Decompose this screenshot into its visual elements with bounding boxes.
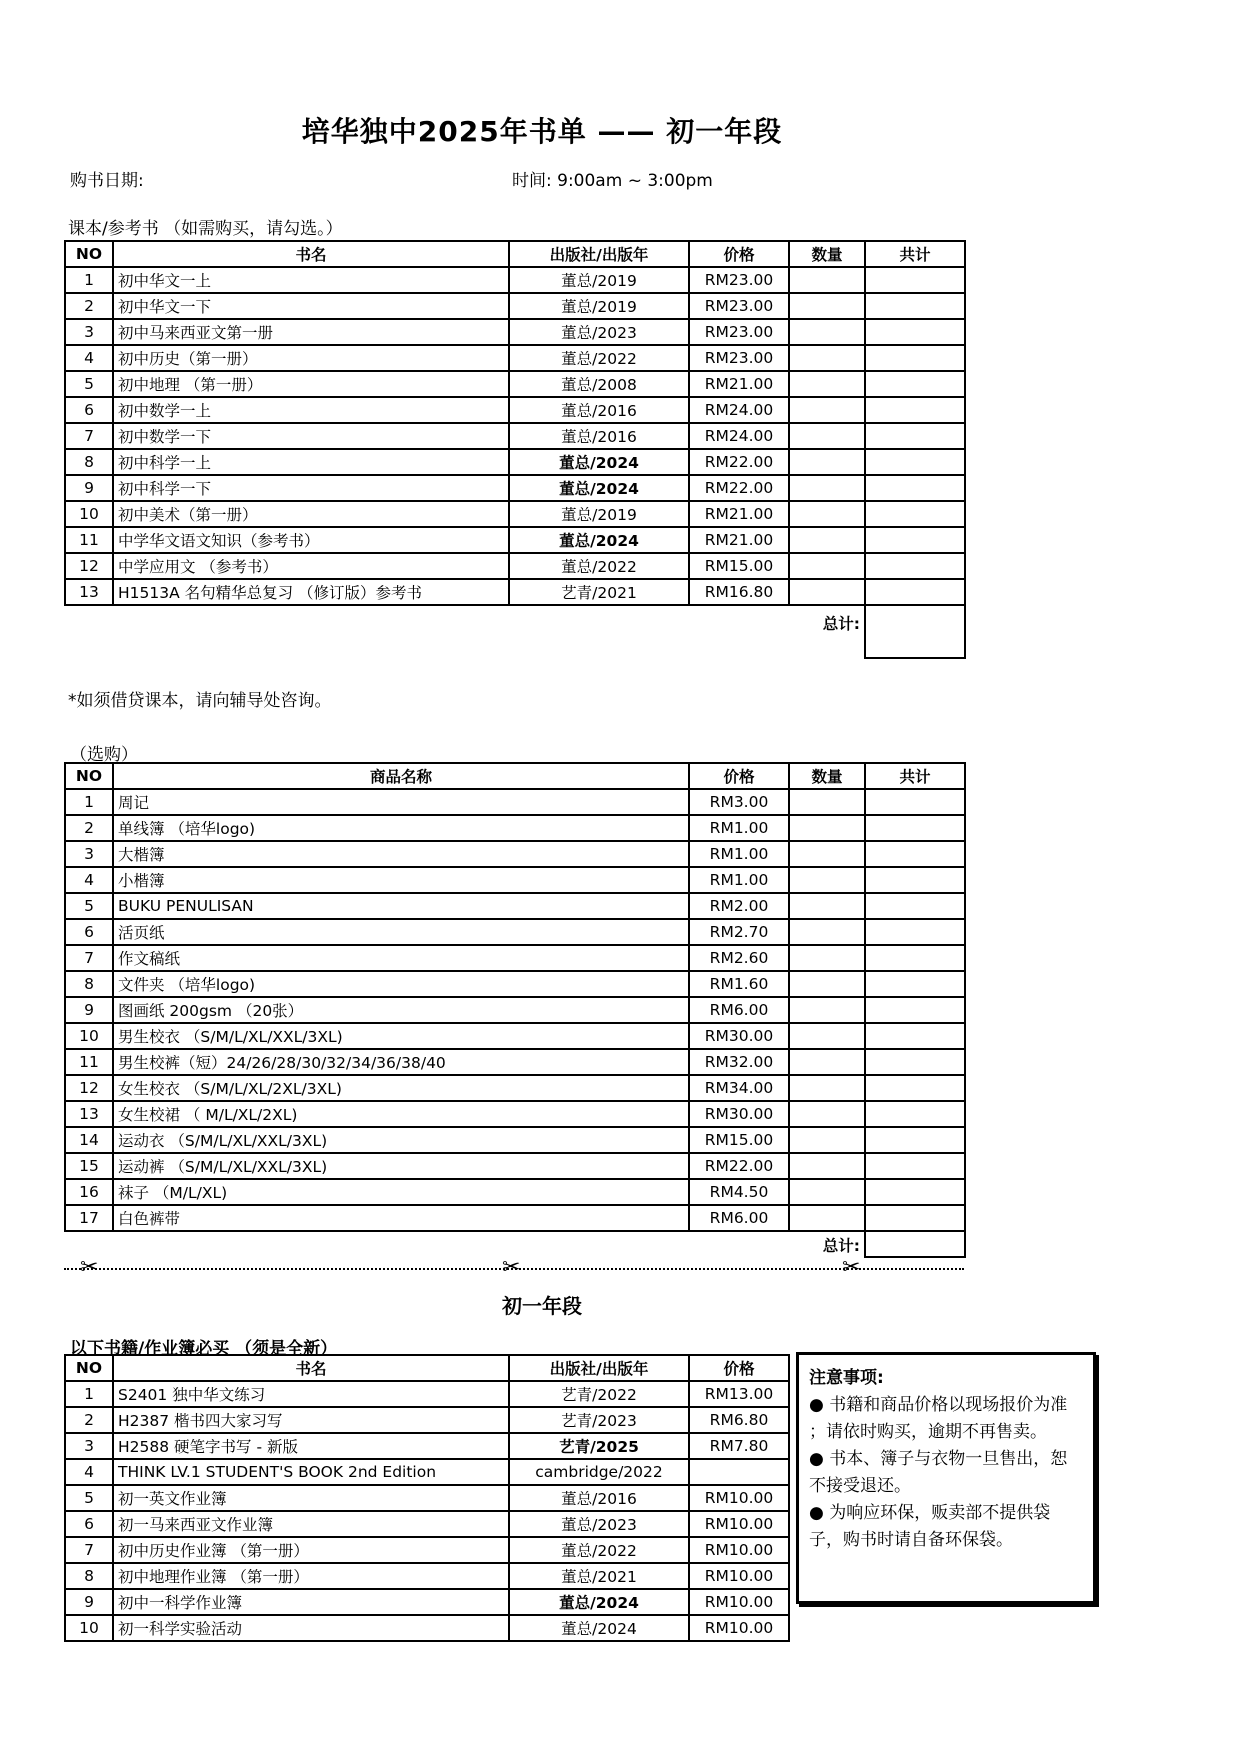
book-name: 初中美术（第一册）	[113, 501, 509, 527]
publisher-year: 董总/2024	[509, 449, 689, 475]
table-row	[65, 501, 965, 527]
item-name: 周记	[113, 789, 689, 815]
row-number: 8	[65, 1563, 113, 1589]
table-row	[65, 371, 965, 397]
subtotal-cell[interactable]	[865, 553, 965, 579]
column-header: NO	[65, 763, 113, 789]
column-header: 商品名称	[113, 763, 689, 789]
book-name: 初一英文作业簿	[113, 1485, 509, 1511]
price: RM30.00	[689, 1023, 789, 1049]
subtotal-cell[interactable]	[865, 475, 965, 501]
publisher-year: 董总/2019	[509, 293, 689, 319]
table-row	[65, 1153, 965, 1179]
price: RM1.00	[689, 815, 789, 841]
section3-heading: 以下书籍/作业簿必买 （须是全新）	[70, 1339, 338, 1359]
table-row	[65, 1511, 789, 1537]
row-number: 10	[65, 1615, 113, 1641]
price: RM15.00	[689, 1127, 789, 1153]
price: RM10.00	[689, 1485, 789, 1511]
price: RM21.00	[689, 371, 789, 397]
item-name: 作文稿纸	[113, 945, 689, 971]
table-row	[65, 1049, 965, 1075]
quantity-cell[interactable]	[789, 867, 865, 893]
item-name: 活页纸	[113, 919, 689, 945]
quantity-cell[interactable]	[789, 919, 865, 945]
book-name: 初中历史作业簿 （第一册）	[113, 1537, 509, 1563]
price: RM1.60	[689, 971, 789, 997]
table-row	[65, 1563, 789, 1589]
table-row	[65, 475, 965, 501]
subtotal-cell[interactable]	[865, 815, 965, 841]
subtotal-cell[interactable]	[865, 1179, 965, 1205]
publisher-year: cambridge/2022	[509, 1459, 689, 1485]
table-row	[65, 1537, 789, 1563]
price: RM7.80	[689, 1433, 789, 1459]
row-number: 16	[65, 1179, 113, 1205]
subtotal-cell[interactable]	[865, 1049, 965, 1075]
item-name: 女生校裙 （ M/L/XL/2XL)	[113, 1101, 689, 1127]
book-name: 初一科学实验活动	[113, 1615, 509, 1641]
table-row	[65, 789, 965, 815]
price: RM4.50	[689, 1179, 789, 1205]
price: RM10.00	[689, 1537, 789, 1563]
quantity-cell[interactable]	[789, 1049, 865, 1075]
note-item: ● 书籍和商品价格以现场报价为准 ；请依时购买，逾期不再售卖。	[809, 1395, 1068, 1442]
quantity-cell[interactable]	[789, 345, 865, 371]
notes-box	[796, 1352, 1096, 1604]
subtotal-cell[interactable]	[865, 1127, 965, 1153]
price: RM1.00	[689, 867, 789, 893]
price: RM34.00	[689, 1075, 789, 1101]
price: RM22.00	[689, 449, 789, 475]
table-row	[65, 919, 965, 945]
table-row	[65, 945, 965, 971]
publisher-year: 董总/2019	[509, 267, 689, 293]
price: RM32.00	[689, 1049, 789, 1075]
row-number: 14	[65, 1127, 113, 1153]
subtotal-cell[interactable]	[865, 789, 965, 815]
row-number: 3	[65, 841, 113, 867]
price: RM2.00	[689, 893, 789, 919]
publisher-year: 艺青/2021	[509, 579, 689, 605]
quantity-cell[interactable]	[789, 579, 865, 605]
table-row	[65, 345, 965, 371]
item-name: BUKU PENULISAN	[113, 893, 689, 919]
row-number: 8	[65, 971, 113, 997]
scissors-icon: ✂	[502, 1255, 521, 1280]
publisher-year: 董总/2022	[509, 1537, 689, 1563]
book-name: 初中马来西亚文第一册	[113, 319, 509, 345]
row-number: 7	[65, 423, 113, 449]
item-name: 男生校裤（短）24/26/28/30/32/34/36/38/40	[113, 1049, 689, 1075]
row-number: 7	[65, 945, 113, 971]
price: RM24.00	[689, 423, 789, 449]
quantity-cell[interactable]	[789, 1179, 865, 1205]
publisher-year: 董总/2019	[509, 501, 689, 527]
quantity-cell[interactable]	[789, 397, 865, 423]
quantity-cell[interactable]	[789, 423, 865, 449]
row-number: 3	[65, 1433, 113, 1459]
price: RM23.00	[689, 345, 789, 371]
section2-heading: （选购）	[70, 745, 138, 765]
row-number: 10	[65, 1023, 113, 1049]
item-name: 文件夹 （培华logo)	[113, 971, 689, 997]
book-name: 中学华文语文知识（参考书）	[113, 527, 509, 553]
row-number: 6	[65, 397, 113, 423]
row-number: 2	[65, 1407, 113, 1433]
grand-total-cell[interactable]	[865, 1231, 965, 1257]
book-name: 初中科学一上	[113, 449, 509, 475]
price: RM3.00	[689, 789, 789, 815]
table-row	[65, 1381, 789, 1407]
subtotal-cell[interactable]	[865, 371, 965, 397]
note-item: ● 为响应环保，贩卖部不提供袋子，购书时请自备环保袋。	[809, 1503, 1051, 1550]
quantity-cell[interactable]	[789, 1023, 865, 1049]
scissors-icon: ✂	[842, 1255, 861, 1280]
table-row	[65, 1615, 789, 1641]
quantity-cell[interactable]	[789, 267, 865, 293]
item-name: 运动衣 （S/M/L/XL/XXL/3XL)	[113, 1127, 689, 1153]
row-number: 5	[65, 371, 113, 397]
table-row	[65, 997, 965, 1023]
quantity-cell[interactable]	[789, 1205, 865, 1231]
subtotal-cell[interactable]	[865, 971, 965, 997]
page-title: 培华独中2025年书单 —— 初一年段	[301, 115, 783, 148]
publisher-year: 董总/2016	[509, 423, 689, 449]
price: RM15.00	[689, 553, 789, 579]
item-name: 小楷簿	[113, 867, 689, 893]
total-label: 总计:	[822, 615, 860, 633]
row-number: 4	[65, 345, 113, 371]
publisher-year: 董总/2022	[509, 553, 689, 579]
total-label: 总计:	[822, 1236, 860, 1255]
subtotal-cell[interactable]	[865, 319, 965, 345]
book-name: 初中一科学作业簿	[113, 1589, 509, 1615]
quantity-cell[interactable]	[789, 893, 865, 919]
quantity-cell[interactable]	[789, 527, 865, 553]
row-number: 13	[65, 579, 113, 605]
subtotal-cell[interactable]	[865, 893, 965, 919]
quantity-cell[interactable]	[789, 371, 865, 397]
price: RM10.00	[689, 1511, 789, 1537]
book-name: 初中数学一上	[113, 397, 509, 423]
publisher-year: 董总/2024	[509, 527, 689, 553]
table-row	[65, 1407, 789, 1433]
price: RM10.00	[689, 1615, 789, 1641]
row-number: 13	[65, 1101, 113, 1127]
note-item: ● 书本、簿子与衣物一旦售出，恕不接受退还。	[809, 1449, 1068, 1496]
column-header: 价格	[689, 241, 789, 267]
row-number: 7	[65, 1537, 113, 1563]
subtotal-cell[interactable]	[865, 449, 965, 475]
row-number: 6	[65, 919, 113, 945]
quantity-cell[interactable]	[789, 501, 865, 527]
quantity-cell[interactable]	[789, 1127, 865, 1153]
section3-title: 初一年段	[502, 1294, 582, 1318]
price: RM24.00	[689, 397, 789, 423]
table-row	[65, 423, 965, 449]
price: RM6.00	[689, 1205, 789, 1231]
book-name: 初中地理 （第一册）	[113, 371, 509, 397]
price: RM6.80	[689, 1407, 789, 1433]
row-number: 2	[65, 815, 113, 841]
price: RM23.00	[689, 319, 789, 345]
row-number: 5	[65, 893, 113, 919]
total-row	[65, 1231, 965, 1257]
publisher-year: 董总/2024	[509, 1615, 689, 1641]
row-number: 1	[65, 789, 113, 815]
table-row	[65, 527, 965, 553]
quantity-cell[interactable]	[789, 1153, 865, 1179]
quantity-cell[interactable]	[789, 1075, 865, 1101]
textbook-table	[64, 240, 966, 659]
quantity-cell[interactable]	[789, 815, 865, 841]
book-name: 初一马来西亚文作业簿	[113, 1511, 509, 1537]
row-number: 9	[65, 997, 113, 1023]
row-number: 8	[65, 449, 113, 475]
book-name: 初中地理作业簿 （第一册）	[113, 1563, 509, 1589]
subtotal-cell[interactable]	[865, 1075, 965, 1101]
publisher-year: 艺青/2023	[509, 1407, 689, 1433]
quantity-cell[interactable]	[789, 997, 865, 1023]
notes-title: 注意事项:	[809, 1368, 884, 1388]
book-name: 初中历史（第一册）	[113, 345, 509, 371]
table-header-row	[65, 1355, 789, 1381]
price: RM2.60	[689, 945, 789, 971]
quantity-cell[interactable]	[789, 553, 865, 579]
table-row	[65, 1459, 789, 1485]
publisher-year: 董总/2023	[509, 319, 689, 345]
table-row	[65, 841, 965, 867]
subtotal-cell[interactable]	[865, 1023, 965, 1049]
book-name: S2401 独中华文练习	[113, 1381, 509, 1407]
row-number: 6	[65, 1511, 113, 1537]
subtotal-cell[interactable]	[865, 1101, 965, 1127]
row-number: 4	[65, 1459, 113, 1485]
subtotal-cell[interactable]	[865, 997, 965, 1023]
subtotal-cell[interactable]	[865, 267, 965, 293]
item-name: 运动裤 （S/M/L/XL/XXL/3XL)	[113, 1153, 689, 1179]
merchandise-table	[64, 762, 966, 1258]
table-row	[65, 293, 965, 319]
subtotal-cell[interactable]	[865, 1205, 965, 1231]
row-number: 1	[65, 1381, 113, 1407]
publisher-year: 董总/2022	[509, 345, 689, 371]
section1-heading: 课本/参考书 （如需购买，请勾选。）	[68, 219, 343, 239]
book-name: 中学应用文 （参考书）	[113, 553, 509, 579]
quantity-cell[interactable]	[789, 293, 865, 319]
price: RM6.00	[689, 997, 789, 1023]
subtotal-cell[interactable]	[865, 397, 965, 423]
column-header: 价格	[689, 1355, 789, 1381]
item-name: 大楷簿	[113, 841, 689, 867]
table-row	[65, 1433, 789, 1459]
row-number: 9	[65, 1589, 113, 1615]
book-name: H2588 硬笔字书写 - 新版	[113, 1433, 509, 1459]
subtotal-cell[interactable]	[865, 345, 965, 371]
quantity-cell[interactable]	[789, 449, 865, 475]
table-row	[65, 267, 965, 293]
column-header: 出版社/出版年	[509, 241, 689, 267]
column-header: 出版社/出版年	[509, 1355, 689, 1381]
column-header: 书名	[113, 241, 509, 267]
quantity-cell[interactable]	[789, 971, 865, 997]
item-name: 女生校衣 （S/M/L/XL/2XL/3XL)	[113, 1075, 689, 1101]
price: RM2.70	[689, 919, 789, 945]
quantity-cell[interactable]	[789, 319, 865, 345]
publisher-year: 董总/2024	[509, 1589, 689, 1615]
table-row	[65, 397, 965, 423]
subtotal-cell[interactable]	[865, 579, 965, 605]
subtotal-cell[interactable]	[865, 1153, 965, 1179]
item-name: 单线簿 （培华logo)	[113, 815, 689, 841]
table-row	[65, 1023, 965, 1049]
table-row	[65, 1589, 789, 1615]
subtotal-cell[interactable]	[865, 501, 965, 527]
section1-note: *如须借贷课本，请向辅导处咨询。	[68, 691, 332, 711]
column-header: 书名	[113, 1355, 509, 1381]
price: RM23.00	[689, 267, 789, 293]
column-header: NO	[65, 1355, 113, 1381]
row-number: 12	[65, 553, 113, 579]
publisher-year: 董总/2008	[509, 371, 689, 397]
publisher-year: 董总/2021	[509, 1563, 689, 1589]
book-name: H2387 楷书四大家习写	[113, 1407, 509, 1433]
table-header-row	[65, 763, 965, 789]
column-header: 数量	[789, 241, 865, 267]
price: RM1.00	[689, 841, 789, 867]
row-number: 12	[65, 1075, 113, 1101]
subtotal-cell[interactable]	[865, 919, 965, 945]
row-number: 4	[65, 867, 113, 893]
subtotal-cell[interactable]	[865, 423, 965, 449]
scissors-icon: ✂	[80, 1255, 99, 1280]
subtotal-cell[interactable]	[865, 527, 965, 553]
book-name: 初中华文一上	[113, 267, 509, 293]
row-number: 17	[65, 1205, 113, 1231]
table-row	[65, 319, 965, 345]
book-name: 初中数学一下	[113, 423, 509, 449]
column-header: NO	[65, 241, 113, 267]
price: RM21.00	[689, 501, 789, 527]
row-number: 11	[65, 527, 113, 553]
quantity-cell[interactable]	[789, 789, 865, 815]
column-header: 数量	[789, 763, 865, 789]
publisher-year: 董总/2016	[509, 397, 689, 423]
table-row	[65, 1101, 965, 1127]
table-row	[65, 553, 965, 579]
row-number: 15	[65, 1153, 113, 1179]
publisher-year: 董总/2024	[509, 475, 689, 501]
purchase-date-label: 购书日期:	[70, 171, 144, 191]
subtotal-cell[interactable]	[865, 293, 965, 319]
table-row	[65, 893, 965, 919]
item-name: 图画纸 200gsm （20张）	[113, 997, 689, 1023]
table-header-row	[65, 241, 965, 267]
quantity-cell[interactable]	[789, 475, 865, 501]
book-name: 初中科学一下	[113, 475, 509, 501]
book-name: THINK LV.1 STUDENT'S BOOK 2nd Edition	[113, 1459, 509, 1485]
item-name: 男生校衣 （S/M/L/XL/XXL/3XL)	[113, 1023, 689, 1049]
row-number: 2	[65, 293, 113, 319]
quantity-cell[interactable]	[789, 841, 865, 867]
quantity-cell[interactable]	[789, 1101, 865, 1127]
quantity-cell[interactable]	[789, 945, 865, 971]
column-header: 共计	[865, 763, 965, 789]
book-name: H1513A 名句精华总复习 （修订版）参考书	[113, 579, 509, 605]
item-name: 白色裤带	[113, 1205, 689, 1231]
grand-total-cell[interactable]	[865, 605, 965, 658]
total-row	[65, 605, 965, 658]
table-row	[65, 1127, 965, 1153]
price: RM13.00	[689, 1381, 789, 1407]
column-header: 共计	[865, 241, 965, 267]
price: RM10.00	[689, 1563, 789, 1589]
price: RM16.80	[689, 579, 789, 605]
subtotal-cell[interactable]	[865, 867, 965, 893]
table-row	[65, 579, 965, 605]
price: RM30.00	[689, 1101, 789, 1127]
price: RM21.00	[689, 527, 789, 553]
publisher-year: 董总/2023	[509, 1511, 689, 1537]
row-number: 11	[65, 1049, 113, 1075]
column-header: 价格	[689, 763, 789, 789]
publisher-year: 艺青/2022	[509, 1381, 689, 1407]
table-row	[65, 1205, 965, 1231]
row-number: 3	[65, 319, 113, 345]
row-number: 10	[65, 501, 113, 527]
table-row	[65, 1075, 965, 1101]
publisher-year: 董总/2016	[509, 1485, 689, 1511]
required-books-table	[64, 1354, 790, 1642]
book-name: 初中华文一下	[113, 293, 509, 319]
time-label: 时间: 9:00am ~ 3:00pm	[512, 171, 713, 191]
table-row	[65, 815, 965, 841]
publisher-year: 艺青/2025	[509, 1433, 689, 1459]
item-name: 袜子 （M/L/XL)	[113, 1179, 689, 1205]
row-number: 5	[65, 1485, 113, 1511]
table-row	[65, 1485, 789, 1511]
price: RM23.00	[689, 293, 789, 319]
table-row	[65, 971, 965, 997]
subtotal-cell[interactable]	[865, 841, 965, 867]
row-number: 1	[65, 267, 113, 293]
table-row	[65, 867, 965, 893]
price: RM22.00	[689, 475, 789, 501]
price	[689, 1459, 789, 1485]
row-number: 9	[65, 475, 113, 501]
table-row	[65, 1179, 965, 1205]
price: RM22.00	[689, 1153, 789, 1179]
table-row	[65, 449, 965, 475]
price: RM10.00	[689, 1589, 789, 1615]
subtotal-cell[interactable]	[865, 945, 965, 971]
